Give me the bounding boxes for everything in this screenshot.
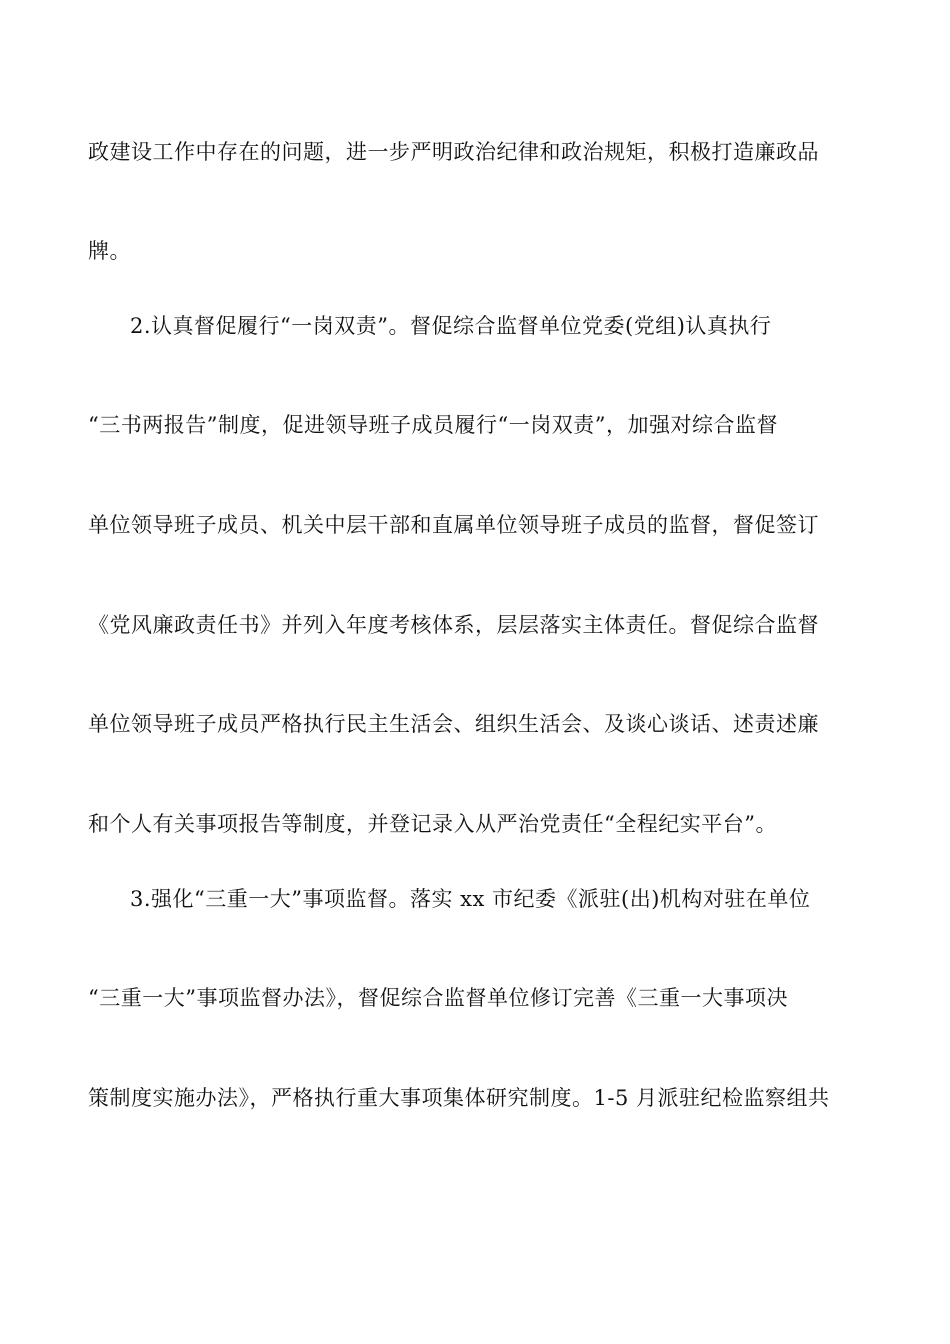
paragraph-line: “三书两报告”制度，促进领导班子成员履行“一岗双责”，加强对综合监督 — [88, 413, 778, 437]
paragraph-heading-2: 2.认真督促履行“一岗双责”。督促综合监督单位党委(党组)认真执行 — [130, 314, 772, 338]
paragraph-line: 策制度实施办法》，严格执行重大事项集体研究制度。1-5 月派驻纪检监察组共 — [88, 1086, 830, 1110]
paragraph-line: 单位领导班子成员、机关中层干部和直属单位领导班子成员的监督，督促签订 — [88, 513, 819, 537]
paragraph-line: 和个人有关事项报告等制度，并登记录入从严治党责任“全程纪实平台”。 — [88, 812, 777, 836]
paragraph-line: “三重一大”事项监督办法》，督促综合监督单位修订完善《三重一大事项决 — [88, 986, 788, 1010]
paragraph-line: 政建设工作中存在的问题，进一步严明政治纪律和政治规矩，积极打造廉政品 — [88, 140, 819, 164]
paragraph-line: 单位领导班子成员严格执行民主生活会、组织生活会、及谈心谈话、述责述廉 — [88, 712, 819, 736]
paragraph-line: 《党风廉政责任书》并列入年度考核体系，层层落实主体责任。督促综合监督 — [88, 613, 819, 637]
paragraph-heading-3: 3.强化“三重一大”事项监督。落实 xx 市纪委《派驻(出)机构对驻在单位 — [130, 887, 811, 911]
paragraph-line: 牌。 — [88, 239, 131, 263]
